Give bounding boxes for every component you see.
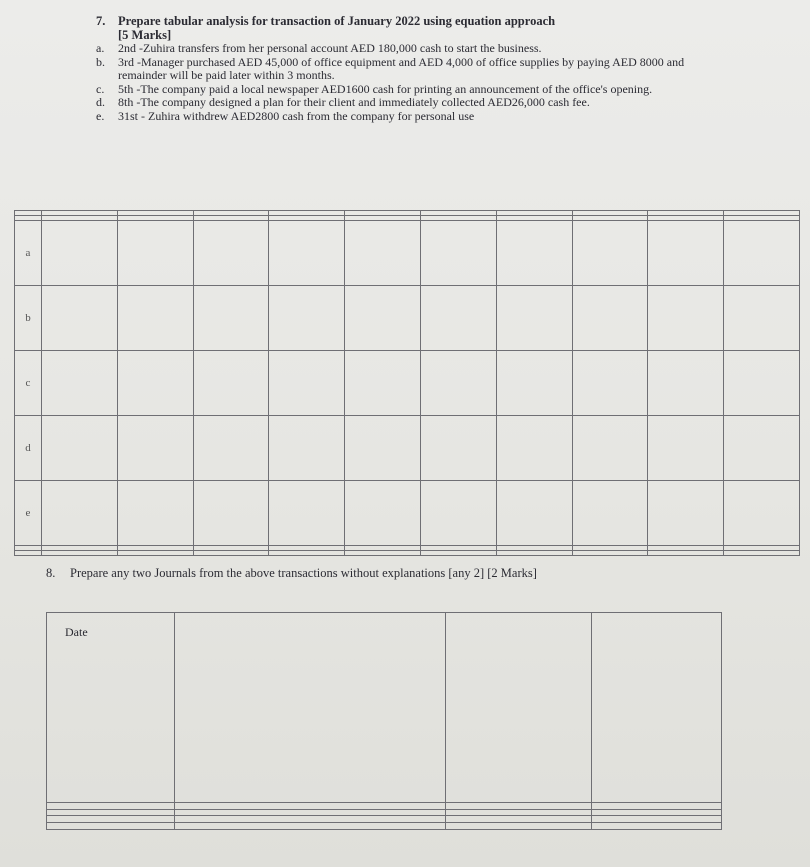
row-label-cell xyxy=(15,551,42,556)
analysis-cell[interactable] xyxy=(496,351,572,416)
transaction-letter: a. xyxy=(96,41,105,55)
analysis-cell[interactable] xyxy=(345,416,421,481)
journal-cell[interactable] xyxy=(174,802,445,809)
analysis-cell[interactable] xyxy=(269,551,345,556)
transaction-item xyxy=(96,96,716,110)
analysis-cell[interactable] xyxy=(420,221,496,286)
journal-row xyxy=(47,809,722,816)
analysis-cell[interactable] xyxy=(724,221,800,286)
analysis-cell[interactable] xyxy=(42,286,118,351)
journal-cell[interactable] xyxy=(591,613,721,803)
journal-row xyxy=(47,802,722,809)
analysis-cell[interactable] xyxy=(572,551,648,556)
analysis-cell[interactable] xyxy=(496,551,572,556)
journal-cell[interactable] xyxy=(445,613,591,803)
analysis-cell[interactable] xyxy=(269,351,345,416)
analysis-row xyxy=(15,551,800,556)
journal-cell[interactable] xyxy=(47,816,175,823)
transaction-item xyxy=(96,110,716,124)
analysis-cell[interactable] xyxy=(345,551,421,556)
analysis-cell[interactable] xyxy=(724,286,800,351)
analysis-cell[interactable] xyxy=(345,351,421,416)
analysis-cell[interactable] xyxy=(42,351,118,416)
analysis-cell[interactable] xyxy=(117,551,193,556)
analysis-cell[interactable] xyxy=(572,221,648,286)
question-7-items xyxy=(96,42,716,123)
analysis-cell[interactable] xyxy=(193,481,269,546)
analysis-cell[interactable] xyxy=(117,481,193,546)
analysis-cell[interactable] xyxy=(345,286,421,351)
journal-cell[interactable] xyxy=(591,816,721,823)
analysis-cell[interactable] xyxy=(193,416,269,481)
analysis-cell[interactable] xyxy=(724,481,800,546)
journal-cell[interactable] xyxy=(591,809,721,816)
analysis-cell[interactable] xyxy=(420,481,496,546)
row-label-cell: e xyxy=(15,481,42,546)
analysis-cell[interactable] xyxy=(42,551,118,556)
analysis-cell[interactable] xyxy=(269,221,345,286)
question-7-title-text: Prepare tabular analysis for transaction of January 2022 using equation approach xyxy=(118,14,556,28)
analysis-cell[interactable] xyxy=(648,286,724,351)
analysis-cell[interactable] xyxy=(420,351,496,416)
analysis-cell[interactable] xyxy=(420,286,496,351)
analysis-cell[interactable] xyxy=(269,286,345,351)
journal-cell[interactable] xyxy=(47,823,175,830)
journal-cell[interactable] xyxy=(47,802,175,809)
transaction-letter: e. xyxy=(96,108,105,123)
analysis-cell[interactable] xyxy=(193,286,269,351)
row-label-cell: a xyxy=(15,221,42,286)
analysis-cell[interactable] xyxy=(572,286,648,351)
date-header: Date xyxy=(47,613,175,803)
analysis-cell[interactable] xyxy=(193,221,269,286)
analysis-cell[interactable] xyxy=(724,551,800,556)
transaction-text: 2nd -Zuhira transfers from her personal account AED 180,000 cash to start the business. xyxy=(118,41,542,55)
analysis-cell[interactable] xyxy=(496,416,572,481)
transaction-letter: b. xyxy=(96,54,105,69)
question-7 xyxy=(96,14,716,123)
analysis-cell[interactable] xyxy=(648,221,724,286)
analysis-cell[interactable] xyxy=(496,221,572,286)
question-8-number: 8. xyxy=(46,566,56,580)
journal-cell[interactable] xyxy=(445,809,591,816)
tabular-analysis-table xyxy=(14,210,800,556)
analysis-cell[interactable] xyxy=(193,351,269,416)
analysis-cell[interactable] xyxy=(269,481,345,546)
analysis-cell[interactable] xyxy=(345,481,421,546)
transaction-text: 3rd -Manager purchased AED 45,000 of office equipment and AED 4,000 of office supplies by paying AED 8000 and remainder will be paid later within 3 months. xyxy=(118,54,685,82)
analysis-row xyxy=(15,416,800,481)
analysis-row xyxy=(15,481,800,546)
transaction-item xyxy=(96,42,716,56)
analysis-cell[interactable] xyxy=(648,416,724,481)
row-label-cell: c xyxy=(15,351,42,416)
analysis-cell[interactable] xyxy=(648,351,724,416)
analysis-row xyxy=(15,351,800,416)
journal-cell[interactable] xyxy=(174,823,445,830)
analysis-cell[interactable] xyxy=(572,481,648,546)
question-7-marks: [5 Marks] xyxy=(118,28,172,42)
analysis-cell[interactable] xyxy=(420,551,496,556)
transaction-letter: d. xyxy=(96,95,105,109)
row-label-cell: d xyxy=(15,416,42,481)
question-7-title xyxy=(96,14,716,28)
journal-cell[interactable] xyxy=(591,802,721,809)
analysis-cell[interactable] xyxy=(345,221,421,286)
transaction-item xyxy=(96,56,716,83)
analysis-cell[interactable] xyxy=(42,481,118,546)
question-8 xyxy=(46,566,746,581)
transaction-item xyxy=(96,83,716,97)
analysis-cell[interactable] xyxy=(648,551,724,556)
analysis-row xyxy=(15,286,800,351)
analysis-cell[interactable] xyxy=(496,286,572,351)
analysis-cell[interactable] xyxy=(42,221,118,286)
journal-cell[interactable] xyxy=(174,816,445,823)
analysis-cell[interactable] xyxy=(42,416,118,481)
analysis-cell[interactable] xyxy=(572,351,648,416)
analysis-cell[interactable] xyxy=(117,351,193,416)
transaction-text: 8th -The company designed a plan for their client and immediately collected AED26,000 cash fee. xyxy=(118,95,590,109)
journal-row xyxy=(47,613,722,803)
analysis-cell[interactable] xyxy=(724,416,800,481)
journal-cell[interactable] xyxy=(47,809,175,816)
analysis-row xyxy=(15,221,800,286)
transaction-letter: c. xyxy=(96,81,105,96)
journal-row xyxy=(47,823,722,830)
analysis-cell[interactable] xyxy=(496,481,572,546)
journal-cell[interactable] xyxy=(174,809,445,816)
analysis-cell[interactable] xyxy=(117,286,193,351)
journal-cell[interactable] xyxy=(445,816,591,823)
journal-cell[interactable] xyxy=(445,802,591,809)
journal-cell[interactable] xyxy=(445,823,591,830)
transaction-text: 5th -The company paid a local newspaper AED1600 cash for printing an announcement of the office's opening. xyxy=(118,81,653,96)
transaction-text: 31st - Zuhira withdrew AED2800 cash from the company for personal use xyxy=(118,108,475,123)
analysis-cell[interactable] xyxy=(193,551,269,556)
journal-cell[interactable] xyxy=(591,823,721,830)
analysis-cell[interactable] xyxy=(648,481,724,546)
analysis-cell[interactable] xyxy=(117,416,193,481)
row-label-cell: b xyxy=(15,286,42,351)
analysis-cell[interactable] xyxy=(269,416,345,481)
journal-table xyxy=(46,612,722,830)
question-8-text: Prepare any two Journals from the above transactions without explanations [any 2] [2 Marks] xyxy=(70,566,537,580)
analysis-cell[interactable] xyxy=(117,221,193,286)
analysis-cell[interactable] xyxy=(572,416,648,481)
question-7-number: 7. xyxy=(96,14,106,28)
journal-row xyxy=(47,816,722,823)
journal-cell[interactable] xyxy=(174,613,445,803)
analysis-cell[interactable] xyxy=(420,416,496,481)
analysis-cell[interactable] xyxy=(724,351,800,416)
